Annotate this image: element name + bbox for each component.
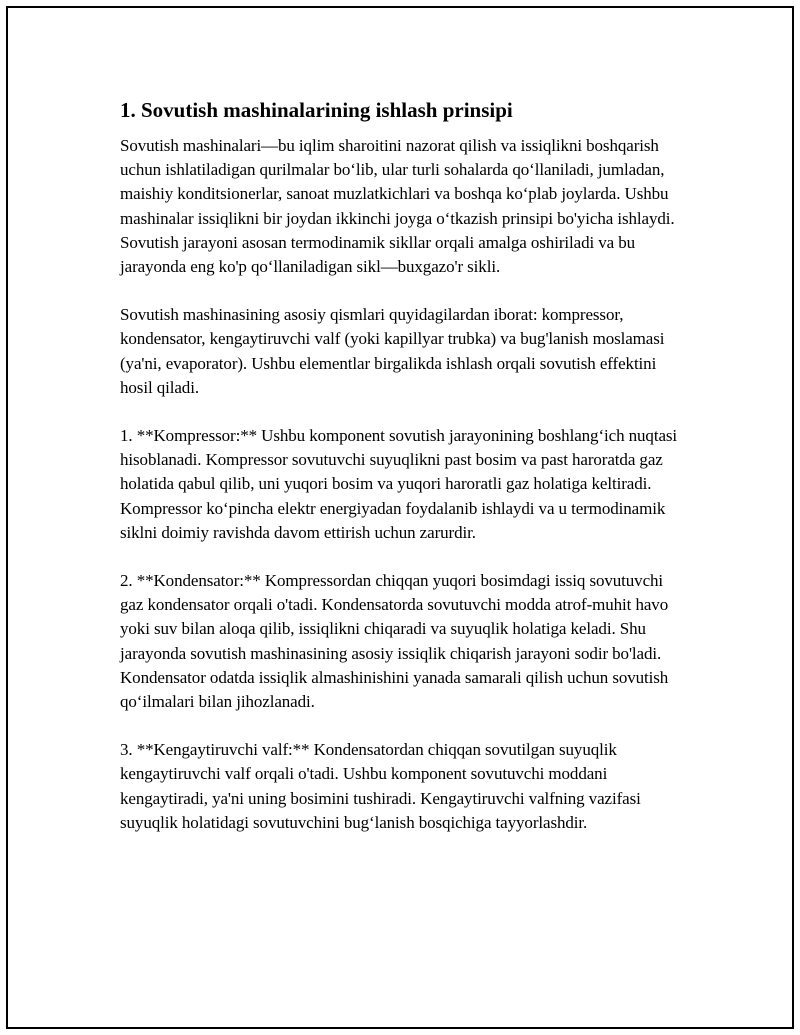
document-page xyxy=(6,6,794,1029)
paragraph-condenser: 2. **Kondensator:** Kompressordan chiqqan yuqori bosimdagi issiq sovutuvchi gaz kondensator orqali o'tadi. Kondensatorda sovutuvchi modda atrof-muhit havo yoki suv bilan aloqa qilib, issiqlikni chiqaradi va suyuqlik holatiga keladi. Shu jarayonda sovutish mashinasining asosiy issiqlik chiqarish jarayoni sodir bo'ladi. Kondensator odatda issiqlik almashinishini yanada samarali qilish uchun sovutish qoʻilmalari bilan jihozlanadi. xyxy=(120,571,669,712)
document-body xyxy=(120,96,686,859)
section-heading: 1. Sovutish mashinalarining ishlash prinsipi xyxy=(120,98,513,122)
paragraph-components: Sovutish mashinasining asosiy qismlari quyidagilardan iborat: kompressor, kondensator, kengaytiruvchi valf (yoki kapillyar trubka) va bug'lanish moslamasi (ya'ni, evaporator). Ushbu elementlar birgalikda ishlash orqali sovutish effektini hosil qiladi. xyxy=(120,305,665,397)
paragraph-intro: Sovutish mashinalari—bu iqlim sharoitini nazorat qilish va issiqlikni boshqarish uchun ishlatiladigan qurilmalar boʻlib, ular turli sohalarda qoʻllaniladi, jumladan, maishiy konditsionerlar, sanoat muzlatkichlari va boshqa koʻplab joylarda. Ushbu mashinalar issiqlikni bir joydan ikkinchi joyga oʻtkazish prinsipi bo'yicha ishlaydi. Sovutish jarayoni asosan termodinamik sikllar orqali amalga oshiriladi va bu jarayonda eng ko'p qoʻllaniladigan sikl—buxgazo'r sikli. xyxy=(120,136,675,277)
paragraph-compressor: 1. **Kompressor:** Ushbu komponent sovutish jarayonining boshlangʻich nuqtasi hisoblanadi. Kompressor sovutuvchi suyuqlikni past bosim va past haroratda gaz holatida qabul qilib, uni yuqori bosim va yuqori haroratli gaz holatiga keltiradi. Kompressor koʻpincha elektr energiyadan foydalanib ishlaydi va u termodinamik siklni doimiy ravishda davom ettirish uchun zarurdir. xyxy=(120,426,678,542)
paragraph-expansion-valve: 3. **Kengaytiruvchi valf:** Kondensatordan chiqqan sovutilgan suyuqlik kengaytiruvchi valf orqali o'tadi. Ushbu komponent sovutuvchi moddani kengaytiradi, ya'ni uning bosimini tushiradi. Kengaytiruvchi valfning vazifasi suyuqlik holatidagi sovutuvchini bugʻlanish bosqichiga tayyorlashdir. xyxy=(120,740,641,832)
